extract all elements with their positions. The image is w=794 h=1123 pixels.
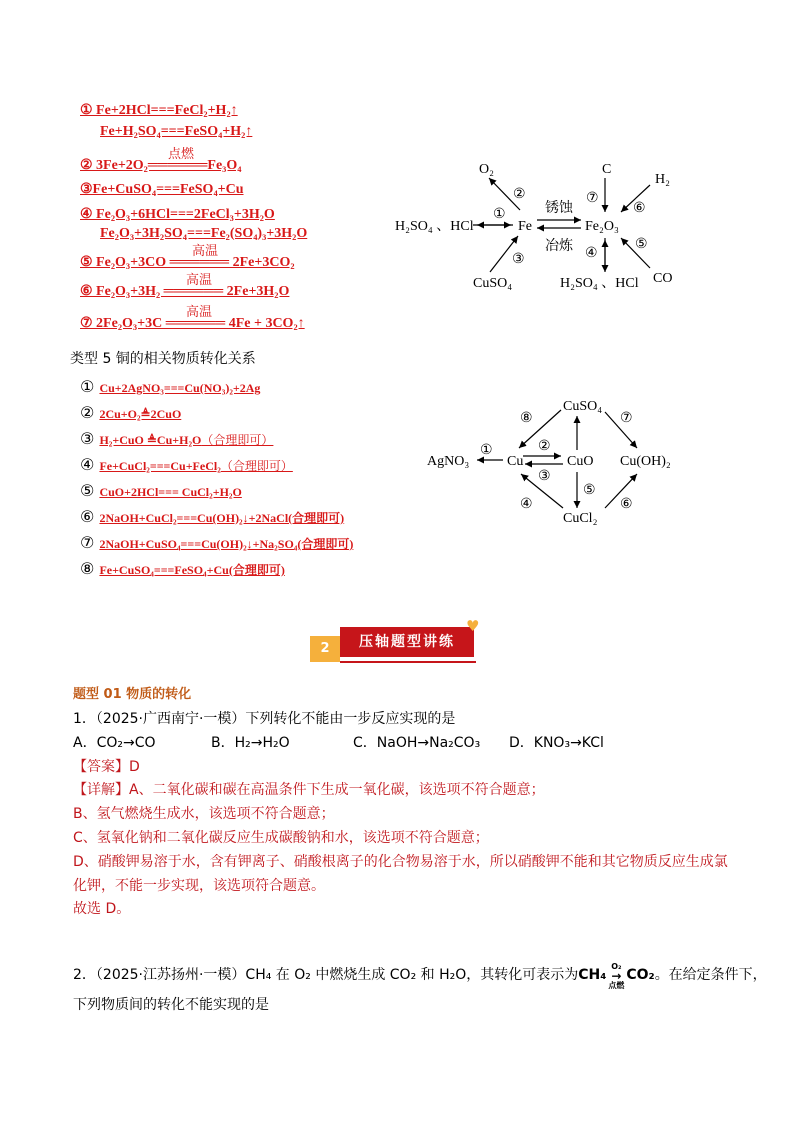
q1-detail-d2: 化钾，不能一步实现，该选项符合题意。 (73, 877, 325, 894)
section-banner (310, 617, 480, 665)
section-number: 2 (310, 636, 340, 662)
iron-node-co: CO (653, 271, 673, 286)
q1-option-a: A．CO₂→CO (73, 734, 156, 751)
iron-node-h2: H₂ (655, 172, 670, 187)
iron-num-4: ④ (585, 246, 598, 261)
iron-eq-2: ② 3Fe+2O₂══════Fe₃O₄ (80, 158, 242, 173)
iron-label-smelt: 冶炼 (545, 239, 573, 254)
copper-eq-row: ③ H₂+CuO ≜Cu+H₂O（合理即可） (80, 429, 274, 448)
iron-eq-7: ⑦ 2Fe₂O₃+3C ══════ 4Fe + 3CO₂↑ (80, 316, 305, 331)
iron-eq-1b: Fe+H₂SO₄===FeSO₄+H₂↑ (100, 124, 253, 139)
iron-node-fe2o3: Fe₂O₃ (585, 219, 619, 234)
q2-stem-c: 下列物质间的转化不能实现的是 (73, 997, 269, 1013)
iron-eq-5: ⑤ Fe₂O₃+3CO ══════ 2Fe+3CO₂ (80, 255, 295, 270)
copper-eq-row: ② 2Cu+O₂≜2CuO (80, 403, 182, 422)
iron-num-3: ③ (512, 252, 525, 267)
cu-num-6: ⑥ (620, 497, 633, 512)
q2-formula-top: O₂ (611, 962, 622, 971)
cu-node-cuo: CuO (567, 454, 594, 469)
q1-detail-c: C、氢氧化钠和二氧化碳反应生成碳酸钠和水，该选项不符合题意； (73, 829, 489, 846)
iron-eq-1: ① Fe+2HCl===FeCl₂+H₂↑ (80, 103, 238, 118)
cu-node-cuso4: CuSO₄ (563, 399, 603, 414)
cu-node-cuoh2: Cu(OH)₂ (620, 454, 671, 469)
copper-equations (80, 377, 353, 585)
iron-eq-3: ③Fe+CuSO₄===FeSO₄+Cu (80, 182, 244, 197)
question-1 (73, 708, 733, 922)
iron-num-7: ⑦ (586, 191, 599, 206)
q2-stem-b: 。在给定条件下， (654, 967, 767, 984)
q2-stem-line (73, 962, 767, 990)
q2-formula (578, 962, 654, 990)
q1-detail-d1: D、硝酸钾易溶于水，含有钾离子、硝酸根离子的化合物易溶于水，所以硝酸钾不能和其它物质反应生成氯 (73, 853, 728, 870)
copper-eq-row: ⑦ 2NaOH+CuSO₄===Cu(OH)₂↓+Na₂SO₄(合理即可) (80, 533, 354, 552)
q2-formula-bottom: 点燃 (608, 981, 625, 990)
question-2 (73, 962, 767, 1018)
copper-eq-row: ⑧ Fe+CuSO₄===FeSO₄+Cu(合理即可) (80, 559, 285, 578)
section-underline (340, 661, 476, 663)
iron-cond-high-temp-3: 高温 (186, 305, 213, 320)
q1-detail-a: 【详解】A、二氧化碳和碳在高温条件下生成一氧化碳，该选项不符合题意； (73, 782, 545, 799)
iron-eq-4: ④ Fe₂O₃+6HCl===2FeCl₃+3H₂O (80, 207, 275, 222)
copper-eq-row: ⑥ 2NaOH+CuCl₂===Cu(OH)₂↓+2NaCl(合理即可) (80, 507, 345, 526)
q2-stem-a: 2．（2025·江苏扬州·一模）CH₄ 在 O₂ 中燃烧生成 CO₂ 和 H₂O，其转化可表示为 (73, 967, 579, 984)
cu-num-2: ② (538, 439, 551, 454)
iron-cond-ignite: 点燃 (168, 147, 195, 162)
cu-node-cu: Cu (507, 454, 524, 469)
q1-answer: 【答案】D (73, 758, 140, 775)
q1-detail-b: B、氢气燃烧生成水，该选项不符合题意； (73, 806, 335, 823)
cu-node-cucl2: CuCl₂ (563, 511, 598, 526)
cu-num-4: ④ (520, 497, 533, 512)
cu-num-8: ⑧ (520, 411, 533, 426)
q1-option-d: D．KNO₃→KCl (509, 734, 604, 751)
cu-node-agno3: AgNO₃ (427, 454, 470, 469)
cu-num-1: ① (480, 443, 493, 458)
iron-num-6: ⑥ (633, 201, 646, 216)
cu-num-7: ⑦ (620, 411, 633, 426)
iron-num-5: ⑤ (635, 237, 648, 252)
iron-node-acid-left: H₂SO₄ 、HCl (395, 219, 474, 234)
iron-node-fe: Fe (518, 219, 532, 234)
q2-formula-arrow: O₂ → 点燃 (608, 962, 625, 990)
q2-formula-to: CO₂ (626, 967, 655, 984)
q1-options (73, 732, 733, 756)
iron-eq-6: ⑥ Fe₂O₃+3H₂ ══════ 2Fe+3H₂O (80, 284, 290, 299)
copper-section-title: 类型 5 铜的相关物质转化关系 (70, 351, 256, 367)
q2-formula-from: CH₄ (578, 967, 607, 984)
iron-node-acid-right: H₂SO₄ 、HCl (560, 276, 639, 291)
iron-num-2: ② (513, 187, 526, 202)
iron-node-c: C (602, 162, 612, 177)
copper-eq-row: ④ Fe+CuCl₂===Cu+FeCl₂（合理即可） (80, 455, 293, 474)
iron-conversion-diagram (385, 150, 705, 300)
q1-stem: 1．（2025·广西南宁·一模）下列转化不能由一步反应实现的是 (73, 711, 456, 727)
q1-option-b: B．H₂→H₂O (211, 734, 290, 751)
heart-icon: ♥ (466, 617, 480, 635)
copper-eq-row: ① Cu+2AgNO₃===Cu(NO₃)₂+2Ag (80, 377, 261, 396)
cu-num-3: ③ (538, 469, 551, 484)
q1-option-c: C．NaOH→Na₂CO₃ (353, 734, 481, 751)
copper-eq-row: ⑤ CuO+2HCl=== CuCl₂+H₂O (80, 481, 242, 500)
copper-conversion-diagram (425, 390, 685, 530)
iron-node-o2: O₂ (479, 162, 494, 177)
iron-label-rust: 锈蚀 (545, 201, 573, 216)
iron-cond-high-temp-1: 高温 (192, 244, 219, 259)
iron-cond-high-temp-2: 高温 (186, 273, 213, 288)
iron-num-1: ① (493, 207, 506, 222)
iron-eq-4b: Fe₂O₃+3H₂SO₄===Fe₂(SO₄)₃+3H₂O (100, 226, 308, 241)
iron-node-cuso4: CuSO₄ (473, 276, 513, 291)
question-type-subtitle: 题型 01 物质的转化 (73, 687, 192, 702)
cu-num-5: ⑤ (583, 483, 596, 498)
section-title: 压轴题型讲练 (340, 627, 474, 657)
q1-conclusion: 故选 D。 (73, 901, 131, 918)
